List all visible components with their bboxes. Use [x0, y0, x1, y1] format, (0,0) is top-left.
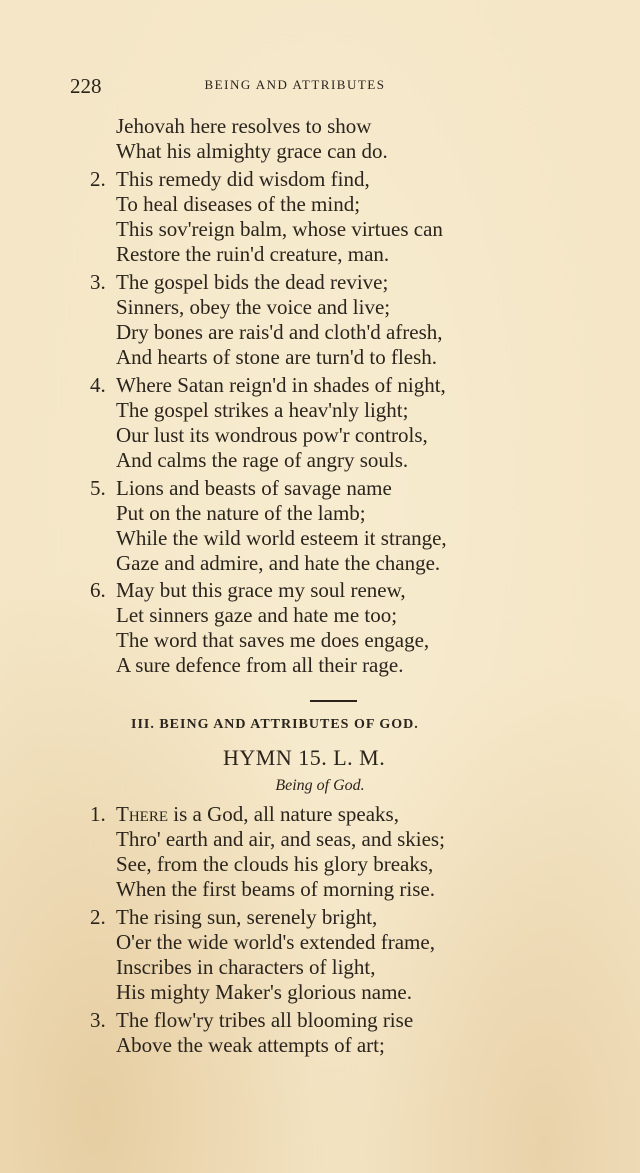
hymn15-stanza-1 — [90, 802, 590, 902]
verse-line: The gospel strikes a heav'nly light; — [116, 398, 409, 422]
stanza-4 — [90, 373, 590, 473]
stanza-2 — [90, 167, 590, 267]
section-heading: III. BEING AND ATTRIBUTES OF GOD. — [131, 717, 419, 732]
verse-line: While the wild world esteem it strange, — [116, 526, 447, 550]
verse-line: Above the weak attempts of art; — [116, 1033, 385, 1057]
stanza-number: 2. — [90, 905, 106, 929]
verse-line: The word that saves me does engage, — [116, 628, 430, 652]
verse-line: 1. There is a God, all nature speaks, — [90, 802, 399, 826]
section-divider — [310, 700, 357, 702]
stanza-number: 5. — [90, 476, 106, 500]
verse-line: 2. This remedy did wisdom find, — [90, 167, 370, 191]
hymn-subtitle: Being of God. — [275, 777, 365, 794]
verse-line: Restore the ruin'd creature, man. — [116, 242, 390, 266]
hymn15-stanza-2 — [90, 905, 590, 1005]
verse-line: Sinners, obey the voice and live; — [116, 295, 391, 319]
verse-line: 2. The rising sun, serenely bright, — [90, 905, 378, 929]
running-head — [70, 74, 520, 98]
verse-line: And calms the rage of angry souls. — [116, 448, 409, 472]
verse-line: See, from the clouds his glory breaks, — [116, 852, 434, 876]
verse-line: Let sinners gaze and hate me too; — [116, 603, 398, 627]
page-number: 228 — [70, 74, 102, 98]
verse-line: This sov'reign balm, whose virtues can — [116, 217, 443, 241]
verse-line: And hearts of stone are turn'd to flesh. — [116, 345, 438, 369]
stanza-3 — [90, 270, 590, 370]
verse-line: 5. Lions and beasts of savage name — [90, 476, 392, 500]
stanza-number: 4. — [90, 373, 106, 397]
verse-line: Inscribes in characters of light, — [116, 955, 376, 979]
verse-line: 4. Where Satan reign'd in shades of night, — [90, 373, 446, 397]
drop-word: There — [116, 802, 168, 826]
stanza-5 — [90, 476, 590, 576]
verse-line: Jehovah here resolves to show — [116, 114, 372, 138]
verse-line: 3. The gospel bids the dead revive; — [90, 270, 389, 294]
verse-line: 3. The flow'ry tribes all blooming rise — [90, 1008, 414, 1032]
stanza-6 — [90, 578, 590, 678]
stanza-number: 6. — [90, 578, 106, 602]
verse-line: Thro' earth and air, and seas, and skies; — [116, 827, 445, 851]
verse-line: Put on the nature of the lamb; — [116, 501, 366, 525]
stanza-number: 3. — [90, 1008, 106, 1032]
running-title: BEING AND ATTRIBUTES — [204, 77, 386, 92]
stanza-number: 3. — [90, 270, 106, 294]
verse-line: A sure defence from all their rage. — [116, 653, 404, 677]
verse-line: What his almighty grace can do. — [116, 139, 388, 163]
verse-line: Gaze and admire, and hate the change. — [116, 551, 441, 575]
verse-line: To heal diseases of the mind; — [116, 192, 361, 216]
stanza-number: 2. — [90, 167, 106, 191]
verse-line: O'er the wide world's extended frame, — [116, 930, 435, 954]
hymn15-stanza-3 — [90, 1008, 590, 1058]
stanza-number: 1. — [90, 802, 106, 826]
verse-line: Our lust its wondrous pow'r controls, — [116, 423, 428, 447]
verse-line: His mighty Maker's glorious name. — [116, 980, 412, 1004]
continued-stanza — [90, 114, 590, 164]
hymn-title: HYMN 15. L. M. — [223, 745, 386, 770]
verse-line: When the first beams of morning rise. — [116, 877, 435, 901]
verse-line: Dry bones are rais'd and cloth'd afresh, — [116, 320, 443, 344]
verse-line: 6. May but this grace my soul renew, — [90, 578, 406, 602]
